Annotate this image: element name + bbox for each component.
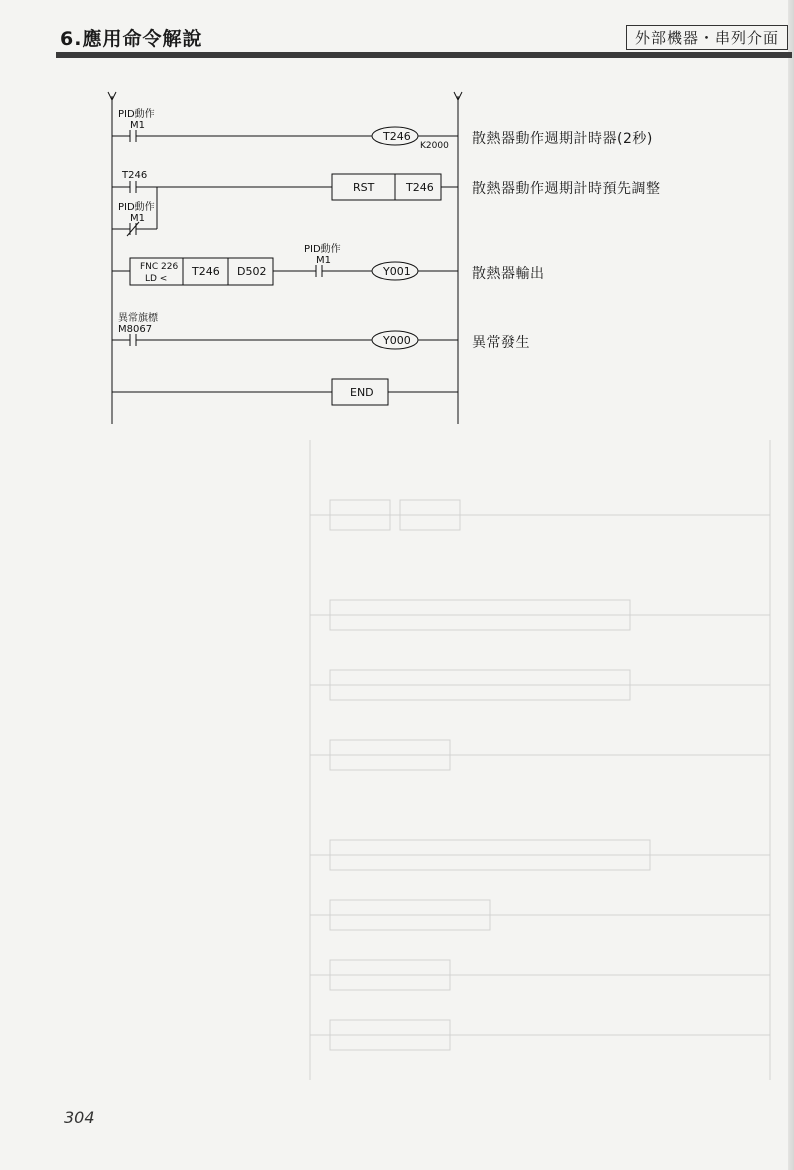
rung3-coil-label: Y001 <box>383 265 411 278</box>
rung2-contact-b-label1: PID動作 <box>118 202 155 213</box>
ladder-diagram <box>0 0 794 460</box>
rung2-contact-b-label2: M1 <box>130 213 145 224</box>
rung1-contact-label2: M1 <box>130 120 145 131</box>
rung1-coil-label: T246 <box>383 130 411 143</box>
end-label: END <box>350 386 374 399</box>
rung4-contact-label2: M8067 <box>118 324 153 335</box>
rung4-contact-label1: 異常旗標 <box>118 313 158 324</box>
rung3-operand1: T246 <box>192 265 220 278</box>
rung2-contact-a-label: T246 <box>122 170 148 181</box>
rung3-fnc-number: FNC 226 <box>140 262 179 272</box>
rung3-contact-label1: PID動作 <box>304 244 341 255</box>
rung1-comment: 散熱器動作週期計時器(2秒) <box>472 131 653 147</box>
rung3-fnc-mnemonic: LD < <box>145 274 168 284</box>
rung2-instruction: RST <box>353 181 375 194</box>
rung4-coil-label: Y000 <box>383 334 411 347</box>
rung3-contact-label2: M1 <box>316 255 331 266</box>
rung1-setting: K2000 <box>420 141 449 151</box>
rung2-operand: T246 <box>406 181 434 194</box>
page-number: 304 <box>64 1108 95 1127</box>
rung4-comment: 異常發生 <box>472 335 530 351</box>
rung3-operand2: D502 <box>237 265 267 278</box>
section-label: 外部機器・串列介面 <box>626 25 788 50</box>
show-through-ghost <box>300 440 780 1090</box>
chapter-title: 6.應用命令解說 <box>60 28 203 50</box>
rung3-comment: 散熱器輸出 <box>472 266 545 282</box>
rung2-comment: 散熱器動作週期計時預先調整 <box>472 181 661 197</box>
rung1-contact-label1: PID動作 <box>118 109 155 120</box>
